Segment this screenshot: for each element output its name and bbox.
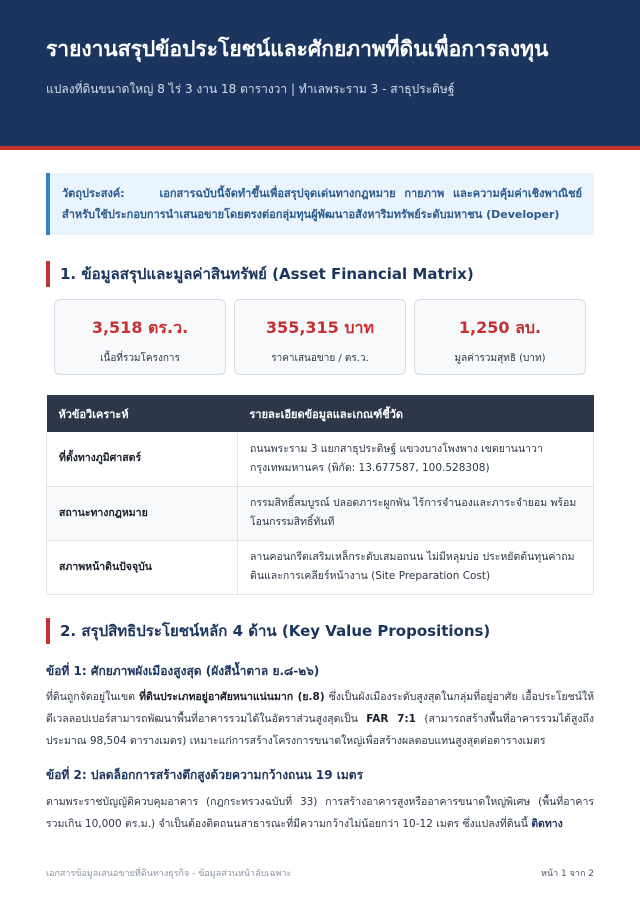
text-run: ซึ่งเป็นผังเมืองระดับสูงสุดในกลุ่มที่อยู่อาศัย เอื้อประโยชน์ให้ดีเวลลอปเปอร์สามารถพัฒนาพื้นที่อาคารรวมได้ในอัตราส่วนสูงสุดเป็น xyxy=(46,691,594,725)
table-cell-key: สถานะทางกฎหมาย xyxy=(47,486,238,540)
text-run: ที่ดินถูกจัดอยู่ในเขต xyxy=(46,691,140,703)
table-row xyxy=(47,432,594,486)
asset-matrix-table xyxy=(46,395,594,595)
report-title: รายงานสรุปข้อประโยชน์และศักยภาพที่ดินเพื่อการลงทุน xyxy=(46,37,549,61)
card-value: 3,518 ตร.ว. xyxy=(91,318,189,337)
card-total-area xyxy=(54,299,226,375)
page-number: หน้า 1 จาก 2 xyxy=(541,869,594,879)
table-cell-key: ที่ตั้งทางภูมิศาสตร์ xyxy=(47,432,238,486)
table-cell-value: ถนนพระราม 3 แยกสาธุประดิษฐ์ แขวงบางโพงพาง เขตยานนาวา กรุงเทพมหานคร (พิกัด: 13.677587, 100.528308) xyxy=(238,432,594,486)
text-emphasis: ติดทาง xyxy=(531,818,563,830)
table-cell-value: กรรมสิทธิ์สมบูรณ์ ปลอดภาระผูกพัน ไร้การจำนองและภาระจำยอม พร้อมโอนกรรมสิทธิ์ทันที xyxy=(238,486,594,540)
report-subtitle: แปลงที่ดินขนาดใหญ่ 8 ไร่ 3 งาน 18 ตารางวา | ทำเลพระราม 3 - สาธุประดิษฐ์ xyxy=(46,82,455,96)
card-label: ราคาเสนอขาย / ตร.ว. xyxy=(271,353,369,364)
table-row xyxy=(47,486,594,540)
table-row xyxy=(47,540,594,594)
purpose-label: วัตถุประสงค์: xyxy=(62,187,125,200)
card-value: 1,250 ลบ. xyxy=(458,318,542,337)
card-value: 355,315 บาท xyxy=(265,318,375,337)
proposition-2-text xyxy=(46,791,594,835)
table-header-topic: หัวข้อวิเคราะห์ xyxy=(47,395,238,432)
purpose-box xyxy=(46,173,594,235)
purpose-text: เอกสารฉบับนี้จัดทำขึ้นเพื่อสรุปจุดเด่นทางกฎหมาย กายภาพ และความคุ้มค่าเชิงพาณิชย์ สำหรับใช้ประกอบการนำเสนอขายโดยตรงต่อกลุ่มทุนผู้พัฒนาอสังหาริมทรัพย์ระดับมหาชน (Developer) xyxy=(62,187,582,221)
card-label: เนื้อที่รวมโครงการ xyxy=(100,353,180,364)
text-run: (สามารถสร้างพื้นที่อาคารรวมได้สูงถึงประมาณ 98,504 ตารางเมตร) เหมาะแก่การสร้างโครงการขนาดใหญ่เพื่อสร้างผลตอบแทนสูงสุดต่อตารางเมตร xyxy=(46,713,594,747)
page-footer xyxy=(46,866,594,880)
proposition-1-text xyxy=(46,686,594,752)
report-header xyxy=(0,0,640,150)
proposition-2-title: ข้อที่ 2: ปลดล็อกการสร้างตึกสูงด้วยความกว้างถนน 19 เมตร xyxy=(46,768,364,782)
text-emphasis: FAR 7:1 xyxy=(366,713,416,725)
table-cell-key: สภาพหน้าดินปัจจุบัน xyxy=(47,540,238,594)
text-emphasis: ที่ดินประเภทอยู่อาศัยหนาแน่นมาก (ย.8) xyxy=(139,691,325,703)
table-header-row xyxy=(47,395,594,432)
section-1-title: 1. ข้อมูลสรุปและมูลค่าสินทรัพย์ (Asset Financial Matrix) xyxy=(46,261,594,287)
asset-cards xyxy=(54,299,586,375)
proposition-1-title: ข้อที่ 1: ศักยภาพผังเมืองสูงสุด (ผังสีน้ำตาล ย.๘-๒๖) xyxy=(46,664,320,678)
table-cell-value: ลานคอนกรีตเสริมเหล็กระดับเสมอถนน ไม่มีหลุมบ่อ ประหยัดต้นทุนค่าถมดินและการเคลียร์หน้างาน (Site Preparation Cost) xyxy=(238,540,594,594)
table-header-detail: รายละเอียดข้อมูลและเกณฑ์ชี้วัด xyxy=(238,395,594,432)
card-net-value xyxy=(414,299,586,375)
text-run: ตามพระราชบัญญัติควบคุมอาคาร (กฎกระทรวงฉบับที่ 33) การสร้างอาคารสูงหรืออาคารขนาดใหญ่พิเศษ (พื้นที่อาคารรวมเกิน 10,000 ตร.ม.) จำเป็นต้องติดถนนสาธารณะที่มีความกว้างไม่น้อยกว่า 10-12 เมตร ซึ่งแปลงที่ดินนี้ xyxy=(46,796,594,830)
footer-note: เอกสารข้อมูลเสนอขายที่ดินทางธุรกิจ - ข้อมูลส่วนหน้าลับเฉพาะ xyxy=(46,869,292,879)
section-2-title: 2. สรุปสิทธิประโยชน์หลัก 4 ด้าน (Key Value Propositions) xyxy=(46,618,594,644)
card-price-per-wah xyxy=(234,299,406,375)
card-label: มูลค่ารวมสุทธิ (บาท) xyxy=(454,353,546,364)
